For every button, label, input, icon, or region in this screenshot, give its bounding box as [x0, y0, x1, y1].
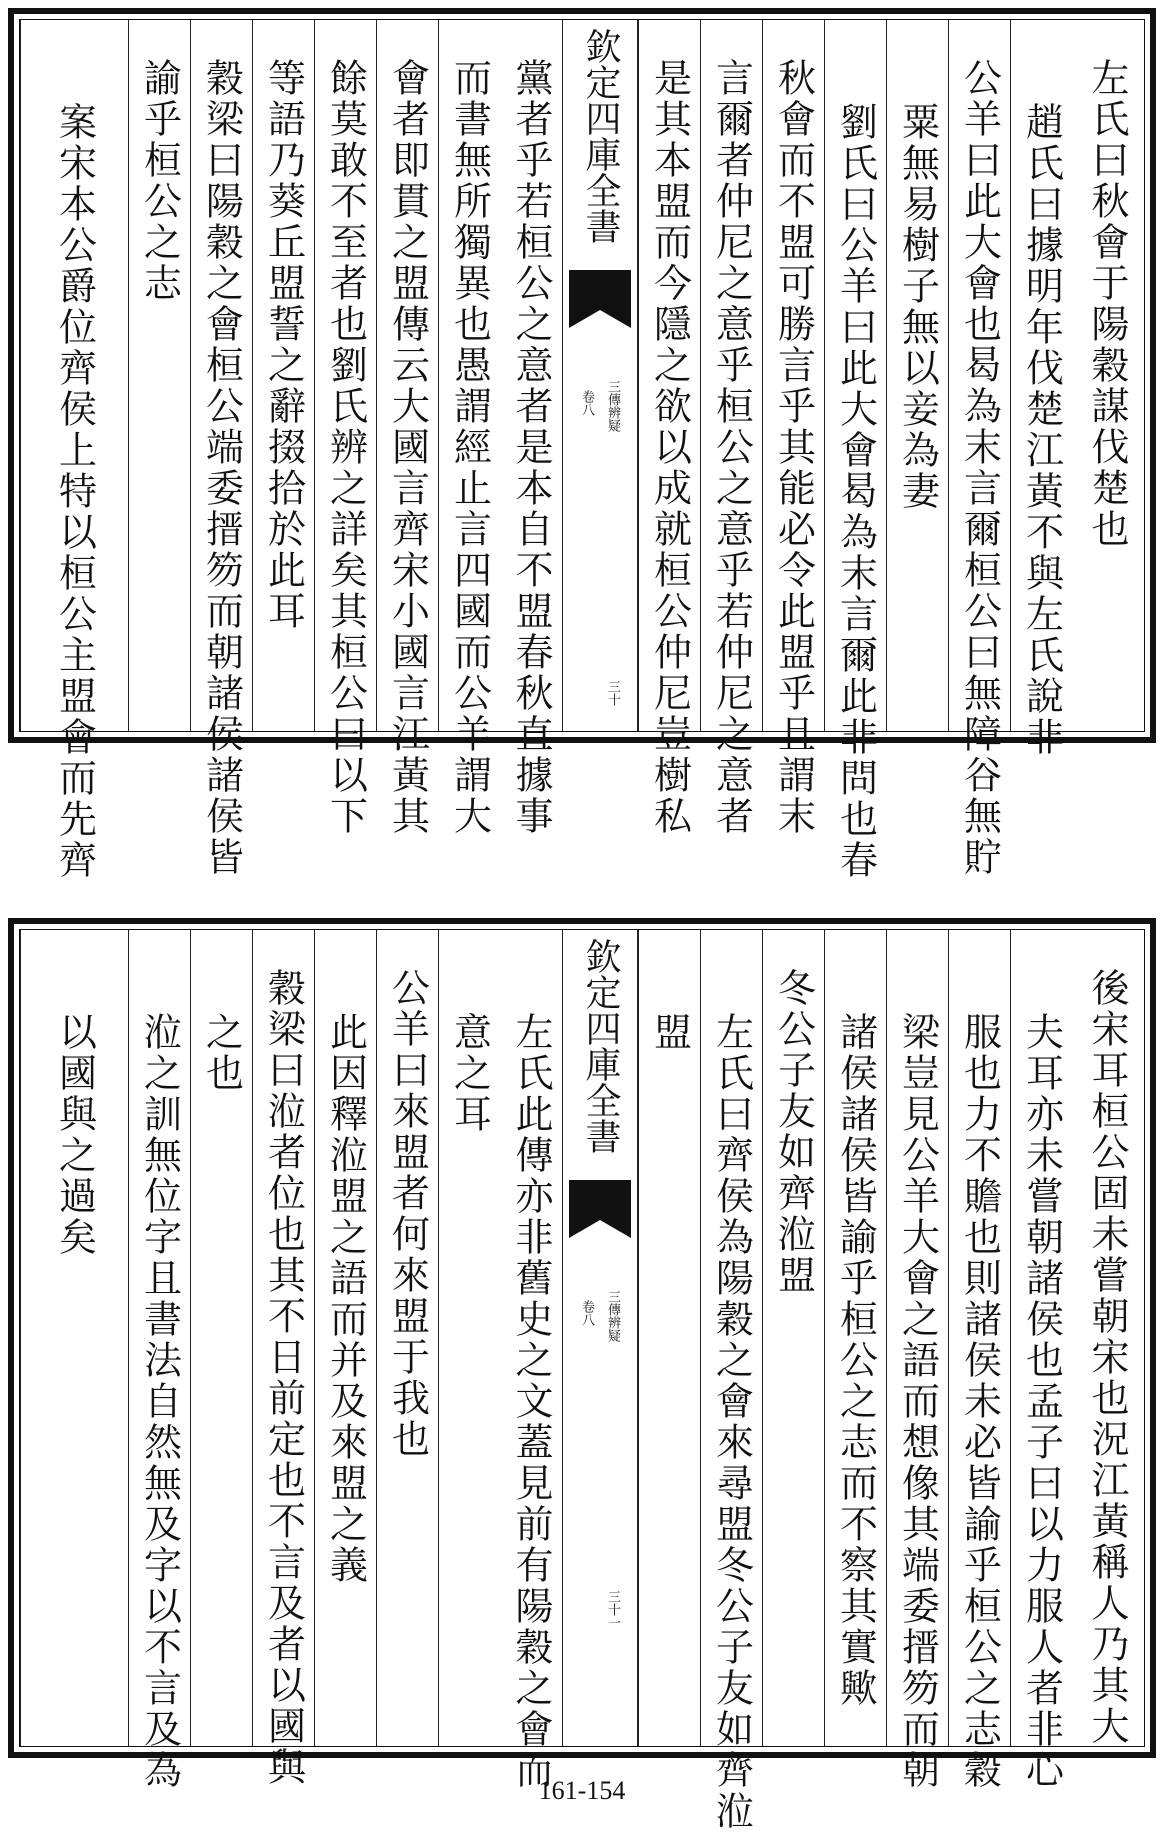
column-text: 左氏曰秋會于陽穀謀伐楚也: [1085, 58, 1129, 550]
text-column: [1072, 930, 1142, 1746]
column-text: 梁豈見公羊大會之語而想像其端委搢笏而朝: [895, 1012, 940, 1791]
text-column: [762, 930, 824, 1746]
page-number: 161-154: [538, 1776, 626, 1805]
column-text: 之也: [199, 1012, 244, 1094]
book-title: 欽定四庫全書: [580, 28, 621, 244]
book-name: 三傳辨疑: [605, 1290, 620, 1342]
text-column: [500, 20, 562, 837]
column-text: 等語乃葵丘盟誓之辭掇拾於此耳: [261, 58, 306, 632]
volume-label: 卷八: [579, 390, 594, 416]
text-column: [1010, 930, 1072, 1791]
text-column: [500, 930, 562, 1791]
column-text: 諭乎桓公之志: [137, 58, 182, 304]
column-text: 案宋本公爵位齊侯上特以桓公主盟會而先齊: [52, 102, 97, 881]
text-column: [20, 20, 128, 881]
text-column: [762, 20, 824, 837]
top-page: [0, 8, 1164, 881]
text-column: [1010, 20, 1072, 758]
fishtail-mark-icon: [569, 1180, 631, 1220]
column-text: 黨者乎若桓公之意者是本自不盟春秋直據事: [509, 58, 553, 837]
text-column: [700, 930, 762, 1832]
text-column: [438, 20, 500, 837]
column-text: 是其本盟而今隱之欲以成就桓公仲尼豈樹私: [647, 58, 692, 837]
column-text: 此因釋涖盟之語而并及來盟之義: [323, 1012, 368, 1586]
book-name: 三傳辨疑: [605, 380, 620, 432]
column-text: 劉氏曰公羊曰此大會曷為末言爾此非問也春: [833, 102, 878, 881]
column-text: 服也力不贍也則諸侯未必皆諭乎桓公之志穀: [957, 1012, 1002, 1791]
volume-label: 卷八: [579, 1300, 594, 1326]
text-column: [700, 20, 762, 837]
column-text: 公羊曰此大會也曷為末言爾桓公曰無障谷無貯: [957, 58, 1002, 878]
text-column: [948, 20, 1010, 878]
column-text: 夫耳亦未嘗朝諸侯也孟子曰以力服人者非心: [1019, 1012, 1064, 1791]
column-text: 左氏曰齊侯為陽穀之會來尋盟冬公子友如齊涖: [709, 1012, 754, 1832]
text-column: [314, 20, 376, 837]
column-text: 後宋耳桓公固未嘗朝宋也況江黃稱人乃其大: [1085, 968, 1129, 1747]
text-column: [252, 930, 314, 1788]
folio-number: 三十: [605, 680, 620, 706]
text-column: [824, 20, 886, 881]
column-text: 意之耳: [447, 1012, 492, 1135]
column-text: 涖之訓無位字且書法自然無及字以不言及為: [137, 1012, 182, 1791]
folio-number: 三十一: [605, 1590, 620, 1629]
text-column: [1072, 20, 1142, 731]
column-text: 粟無易樹子無以妾為妻: [895, 102, 940, 512]
column-text: 左氏此傳亦非舊史之文蓋見前有陽穀之會而: [509, 1012, 553, 1791]
text-column: [824, 930, 886, 1746]
center-margin-column: [562, 20, 638, 731]
column-text: 而書無所獨異也愚謂經止言四國而公羊謂大: [447, 58, 492, 837]
text-column: [190, 20, 252, 878]
text-column: [376, 930, 438, 1746]
column-text: 以國與之過矣: [52, 1012, 97, 1258]
column-text: 穀梁曰涖者位也其不日前定也不言及者以國與: [261, 968, 306, 1788]
column-text: 餘莫敢不至者也劉氏辨之詳矣其桓公曰以下: [323, 58, 368, 837]
column-text: 會者即貫之盟傳云大國言齊宋小國言江黃其: [385, 58, 430, 837]
text-column: [886, 20, 948, 731]
column-text: 盟: [647, 1012, 692, 1053]
column-text: 秋會而不盟可勝言乎其能必令此盟乎且謂末: [771, 58, 816, 837]
text-column: [314, 930, 376, 1746]
text-column: [252, 20, 314, 731]
column-text: 公羊曰來盟者何來盟于我也: [385, 968, 430, 1460]
text-column: [20, 930, 128, 1746]
text-column: [128, 20, 190, 731]
fishtail-mark-icon: [569, 270, 631, 310]
column-text: 穀梁曰陽穀之會桓公端委搢笏而朝諸侯諸侯皆: [199, 58, 244, 878]
column-text: 趙氏曰據明年伐楚江黃不與左氏說非: [1019, 102, 1064, 758]
column-text: 冬公子友如齊涖盟: [771, 968, 816, 1296]
text-column: [948, 930, 1010, 1791]
text-column: [638, 20, 700, 837]
text-column: [438, 930, 500, 1746]
book-title: 欽定四庫全書: [580, 938, 621, 1154]
text-column: [190, 930, 252, 1746]
column-text: 言爾者仲尼之意乎桓公之意乎若仲尼之意者: [709, 58, 754, 837]
text-column: [128, 930, 190, 1791]
column-text: 諸侯諸侯皆諭乎桓公之志而不察其實歟: [833, 1012, 878, 1709]
text-column: [376, 20, 438, 837]
center-margin-column: [562, 930, 638, 1746]
text-column: [638, 930, 700, 1746]
text-column: [886, 930, 948, 1791]
